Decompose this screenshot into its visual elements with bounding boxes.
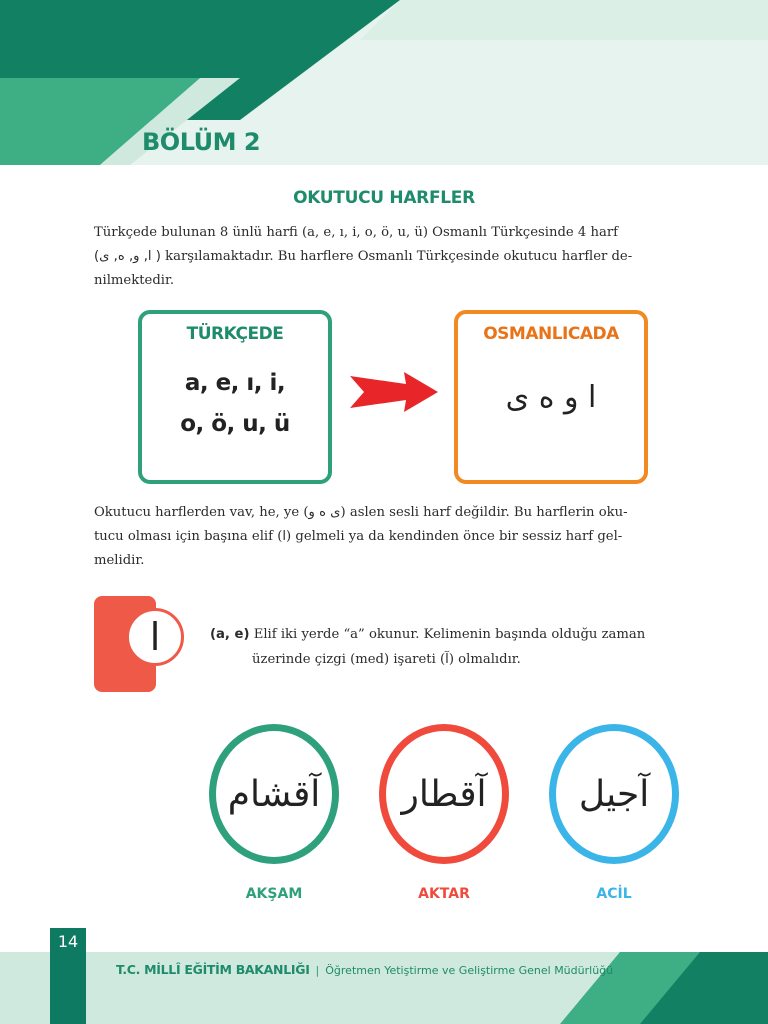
para2-text-b: ) aslen sesli harf değildir. Bu harflerin oku- <box>340 505 628 520</box>
page-header <box>0 0 768 165</box>
footer-separator: | <box>315 964 320 977</box>
elif-sound-code: (a, e) <box>210 627 250 642</box>
elif-letter-badge: ا <box>126 608 184 666</box>
example-circle-acil: آجيل <box>549 724 679 864</box>
turkish-vowels-line2: o, ö, u, ü <box>180 411 290 437</box>
elif-rule-line1: Elif iki yerde “a” okunur. Kelimenin başında olduğu zaman <box>249 627 646 642</box>
para2-arabic-letters: ى ه و <box>308 505 341 520</box>
footer-text <box>116 962 613 977</box>
para2-text-c: tucu olması için başına elif ( <box>94 529 283 544</box>
para2-elif: ا <box>282 529 287 544</box>
ministry-name: T.C. MİLLÎ EĞİTİM BAKANLIĞI <box>116 962 310 977</box>
para2-text-d: ) gelmeli ya da kendinden önce bir sessiz harf gel- <box>286 529 623 544</box>
para2-text-e: melidir. <box>94 553 145 568</box>
intro-paragraph <box>94 221 694 293</box>
ottoman-letters: ا و ه ى <box>505 380 597 415</box>
med-sign: آ <box>445 652 449 667</box>
ottoman-box-title: OSMANLICADA <box>483 324 619 344</box>
elif-rule-line2a: üzerinde çizgi (med) işareti ( <box>252 652 446 667</box>
example-circle-aksam: آقشام <box>209 724 339 864</box>
department-name: Öğretmen Yetiştirme ve Geliştirme Genel Müdürlüğü <box>325 964 614 977</box>
example-label-aksam: AKŞAM <box>245 886 303 902</box>
right-arrow-icon <box>350 372 440 412</box>
ottoman-vowels-box <box>454 310 648 484</box>
header-decoration <box>0 0 768 165</box>
example-label-acil: ACİL <box>596 886 632 902</box>
elif-rule-line2b: ) olmalıdır. <box>448 652 521 667</box>
intro-line1: Türkçede bulunan 8 ünlü harfi (a, e, ı, i, o, ö, u, ü) Osmanlı Türkçesinde 4 harf <box>94 225 619 240</box>
intro-line3: nilmektedir. <box>94 273 175 288</box>
elif-rule-text <box>210 622 700 672</box>
para2-text-a: Okutucu harflerden vav, he, ye ( <box>94 505 309 520</box>
section-title: OKUTUCU HARFLER <box>293 188 475 208</box>
turkish-box-title: TÜRKÇEDE <box>186 324 284 344</box>
chapter-title: BÖLÜM 2 <box>142 128 261 156</box>
turkish-vowels-box <box>138 310 332 484</box>
intro-line2: karşılamaktadır. Bu harflere Osmanlı Türkçesinde okutucu harfler de- <box>160 249 633 264</box>
page-number: 14 <box>50 928 86 1024</box>
turkish-vowels-line1: a, e, ı, i, <box>184 370 286 396</box>
vav-he-ye-paragraph <box>94 501 694 573</box>
intro-arabic-letters: (ا, و, ه, ى ) <box>94 249 161 264</box>
example-label-aktar: AKTAR <box>418 886 470 902</box>
example-circle-aktar: آقطار <box>379 724 509 864</box>
